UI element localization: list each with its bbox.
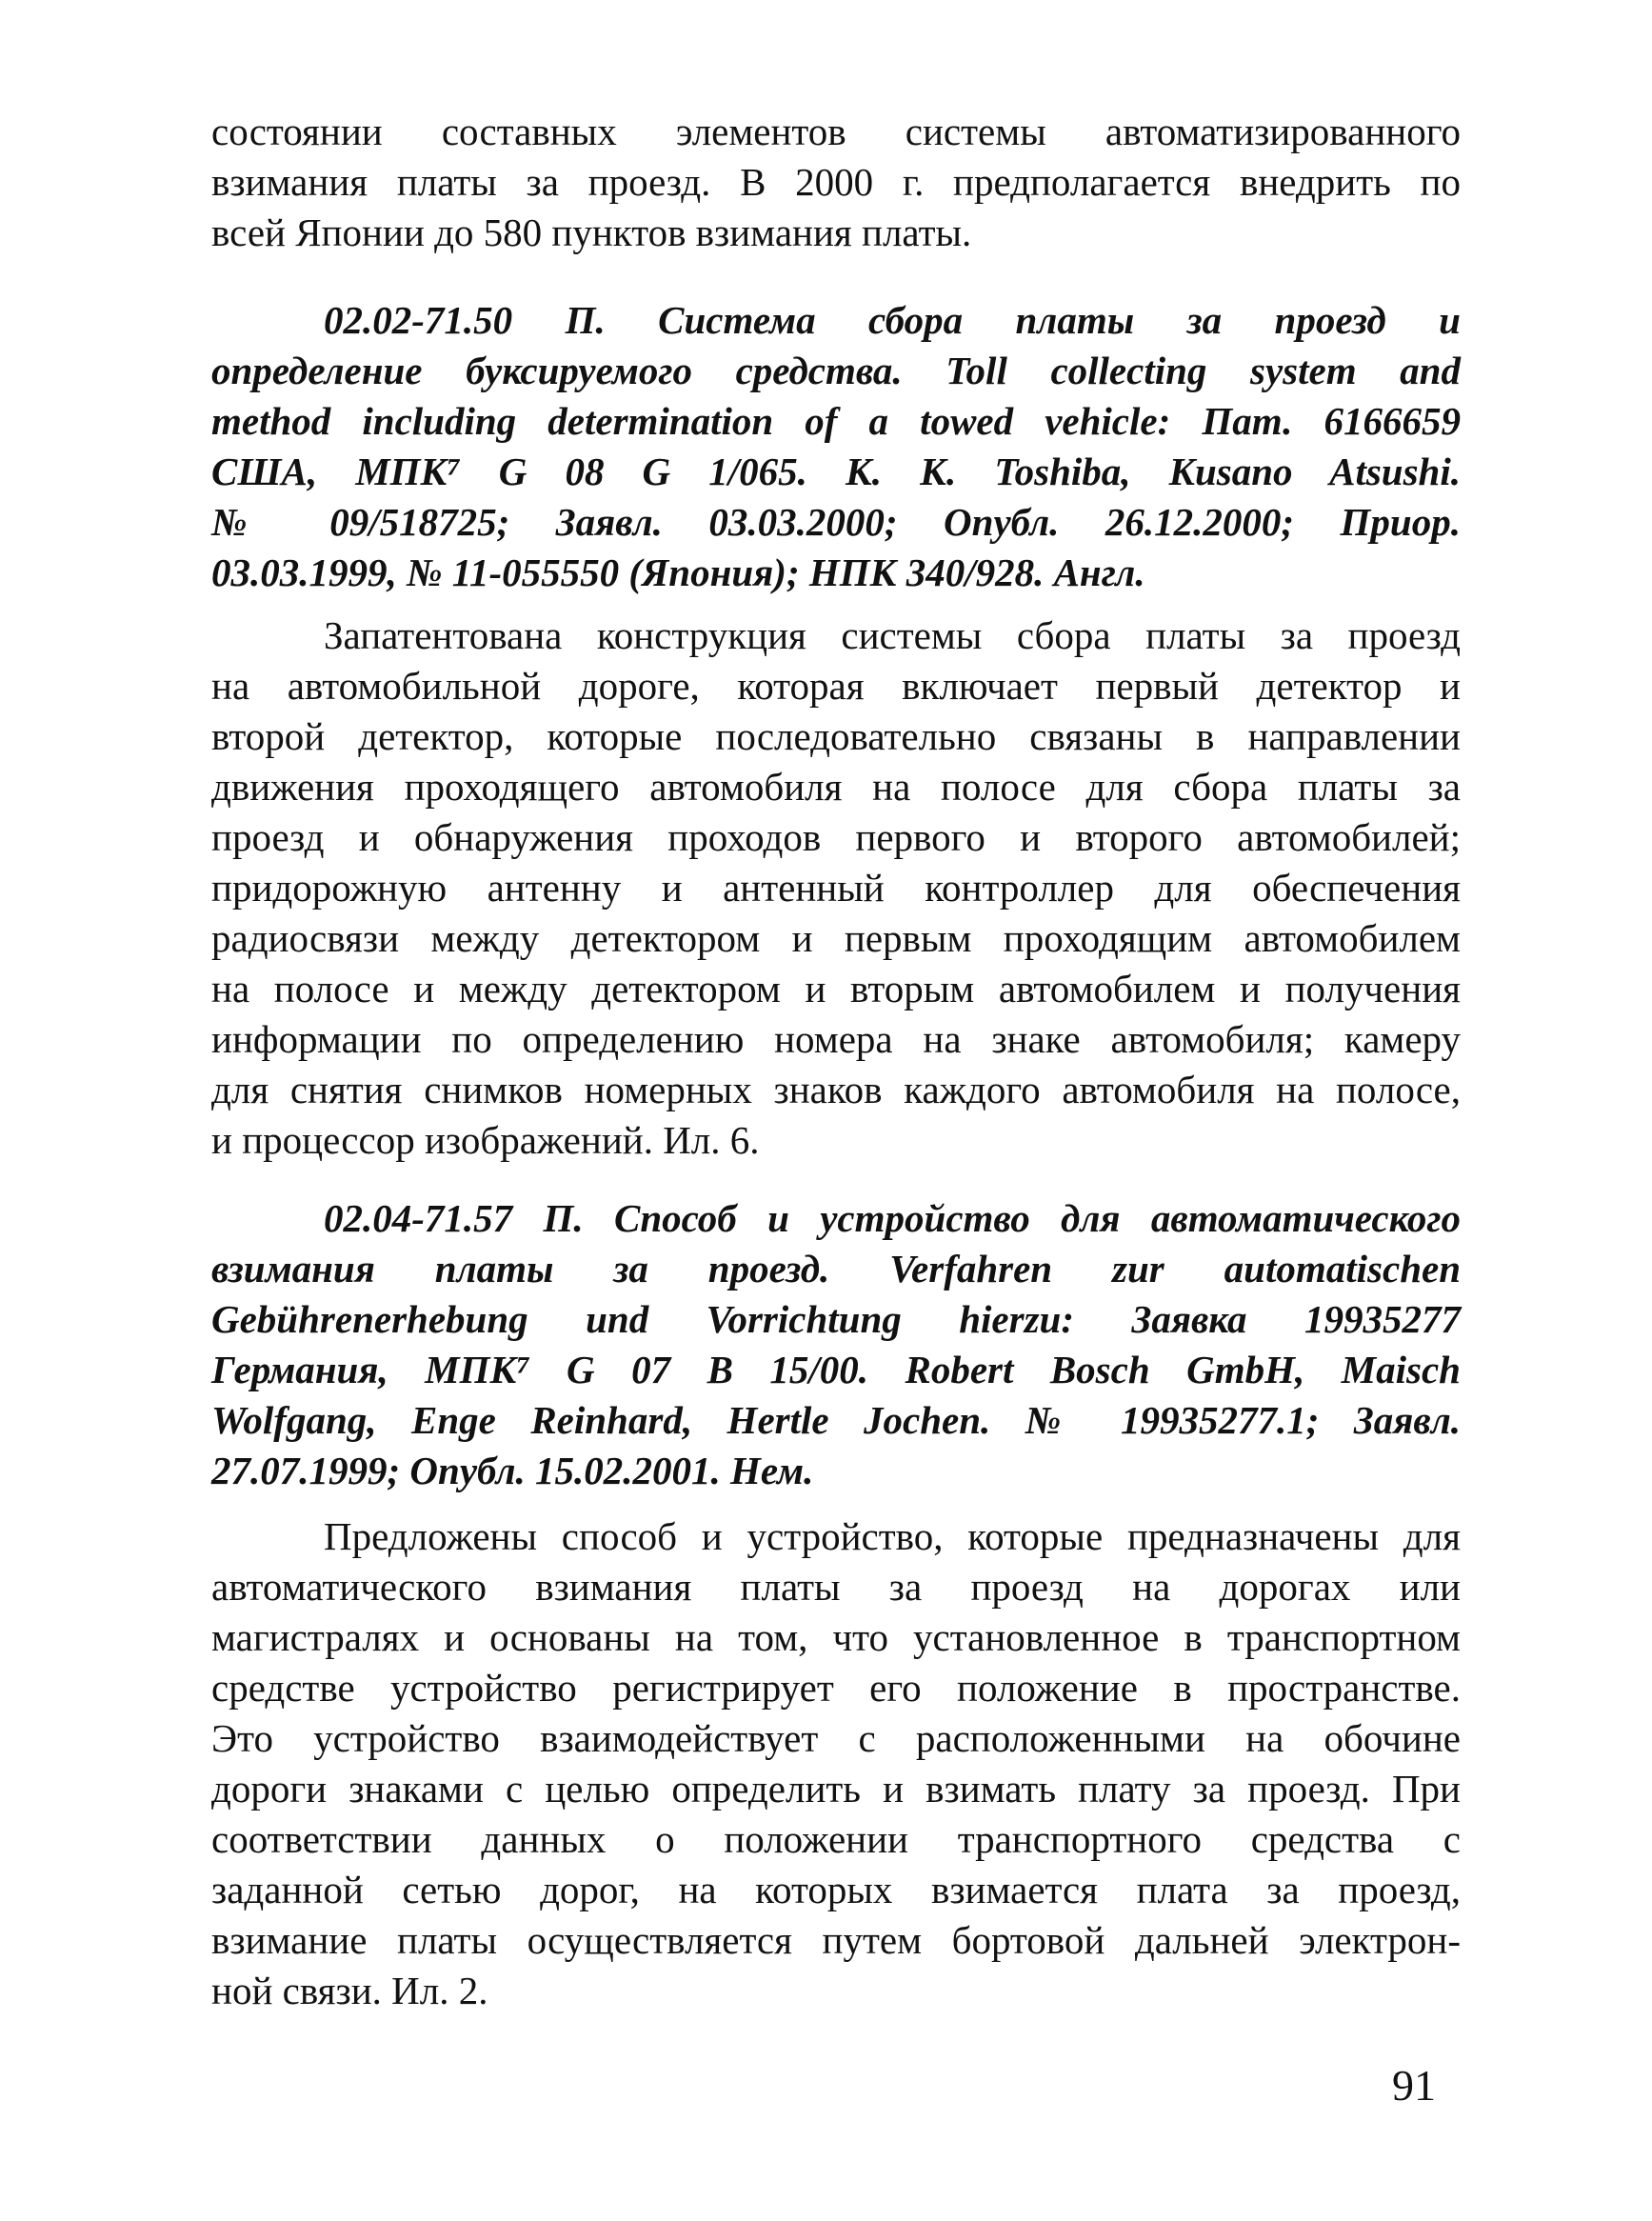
heading-line: method including determination of a towed vehicle: Пат. 6166659 [211, 399, 1461, 443]
text-line: ной связи. Ил. 2. [211, 1969, 488, 2012]
heading-line: Германия, МПК⁷ G 07 B 15/00. Robert Bosch GmbH, Maisch [211, 1348, 1461, 1391]
text-line: Предложены способ и устройство, которые предназначены для [324, 1514, 1461, 1558]
heading-line: № 09/518725; Заявл. 03.03.2000; Опубл. 26.12.2000; Приор. [211, 500, 1461, 544]
text-line: радиосвязи между детектором и первым проходящим автомобилем [211, 916, 1461, 960]
text-line: второй детектор, которые последовательно связаны в направлении [211, 714, 1461, 758]
text-line: на автомобильной дороге, которая включает первый детектор и [211, 664, 1461, 708]
entry-heading [211, 295, 1461, 598]
text-line: проезд и обнаружения проходов первого и второго автомобилей; [211, 815, 1461, 859]
intro-paragraph [211, 107, 1461, 258]
text-line: заданной сетью дорог, на которых взимается плата за проезд, [211, 1868, 1461, 1911]
heading-line: Wolfgang, Enge Reinhard, Hertle Jochen. № 19935277.1; Заявл. [211, 1398, 1461, 1442]
text-line: магистралях и основаны на том, что установленное в транспортном [211, 1615, 1461, 1659]
text-line: на полосе и между детектором и вторым автомобилем и получения [211, 967, 1461, 1010]
text-line: Запатентована конструкция системы сбора платы за проезд [324, 613, 1461, 657]
text-line: средстве устройство регистрирует его положение в пространстве. [211, 1666, 1461, 1710]
heading-line: определение буксируемого средства. Toll collecting system and [211, 349, 1461, 392]
heading-line: 03.03.1999, № 11-055550 (Япония); НПК 340/928. Англ. [211, 550, 1145, 594]
text-line: дороги знаками с целью определить и взимать плату за проезд. При [211, 1767, 1461, 1811]
text-line: взимания платы за проезд. В 2000 г. предполагается внедрить по [211, 160, 1461, 204]
text-line: Это устройство взаимодействует с расположенными на обочине [211, 1716, 1461, 1760]
text-line: движения проходящего автомобиля на полосе для сбора платы за [211, 765, 1461, 809]
text-line: придорожную антенну и антенный контроллер для обеспечения [211, 866, 1461, 910]
text-line: всей Японии до 580 пунктов взимания платы. [211, 210, 972, 254]
heading-line: 02.04-71.57 П. Способ и устройство для автоматического [324, 1196, 1461, 1240]
heading-line: США, МПК⁷ G 08 G 1/065. К. К. Toshiba, Kusano Atsushi. [211, 450, 1461, 493]
heading-line: 02.02-71.50 П. Система сбора платы за проезд и [324, 298, 1461, 342]
text-line: состоянии составных элементов системы автоматизированного [211, 110, 1461, 153]
text-line: взимание платы осуществляется путем бортовой дальней электрон- [211, 1918, 1461, 1962]
text-line: соответствии данных о положении транспортного средства с [211, 1817, 1461, 1861]
heading-line: взимания платы за проезд. Verfahren zur automatischen [211, 1247, 1461, 1291]
heading-line: 27.07.1999; Опубл. 15.02.2001. Нем. [211, 1449, 814, 1492]
text-line: и процессор изображений. Ил. 6. [211, 1118, 760, 1162]
entry-abstract [211, 1511, 1461, 2016]
text-line: автоматического взимания платы за проезд на дорогах или [211, 1565, 1461, 1609]
text-line: для снятия снимков номерных знаков каждого автомобиля на полосе, [211, 1068, 1461, 1111]
entry-heading [211, 1193, 1461, 1496]
entry-abstract [211, 610, 1461, 1166]
page-number: 91 [1392, 2061, 1436, 2110]
text-line: информации по определению номера на знаке автомобиля; камеру [211, 1017, 1461, 1061]
heading-line: Gebührenerhebung und Vorrichtung hierzu: Заявка 19935277 [211, 1297, 1461, 1341]
